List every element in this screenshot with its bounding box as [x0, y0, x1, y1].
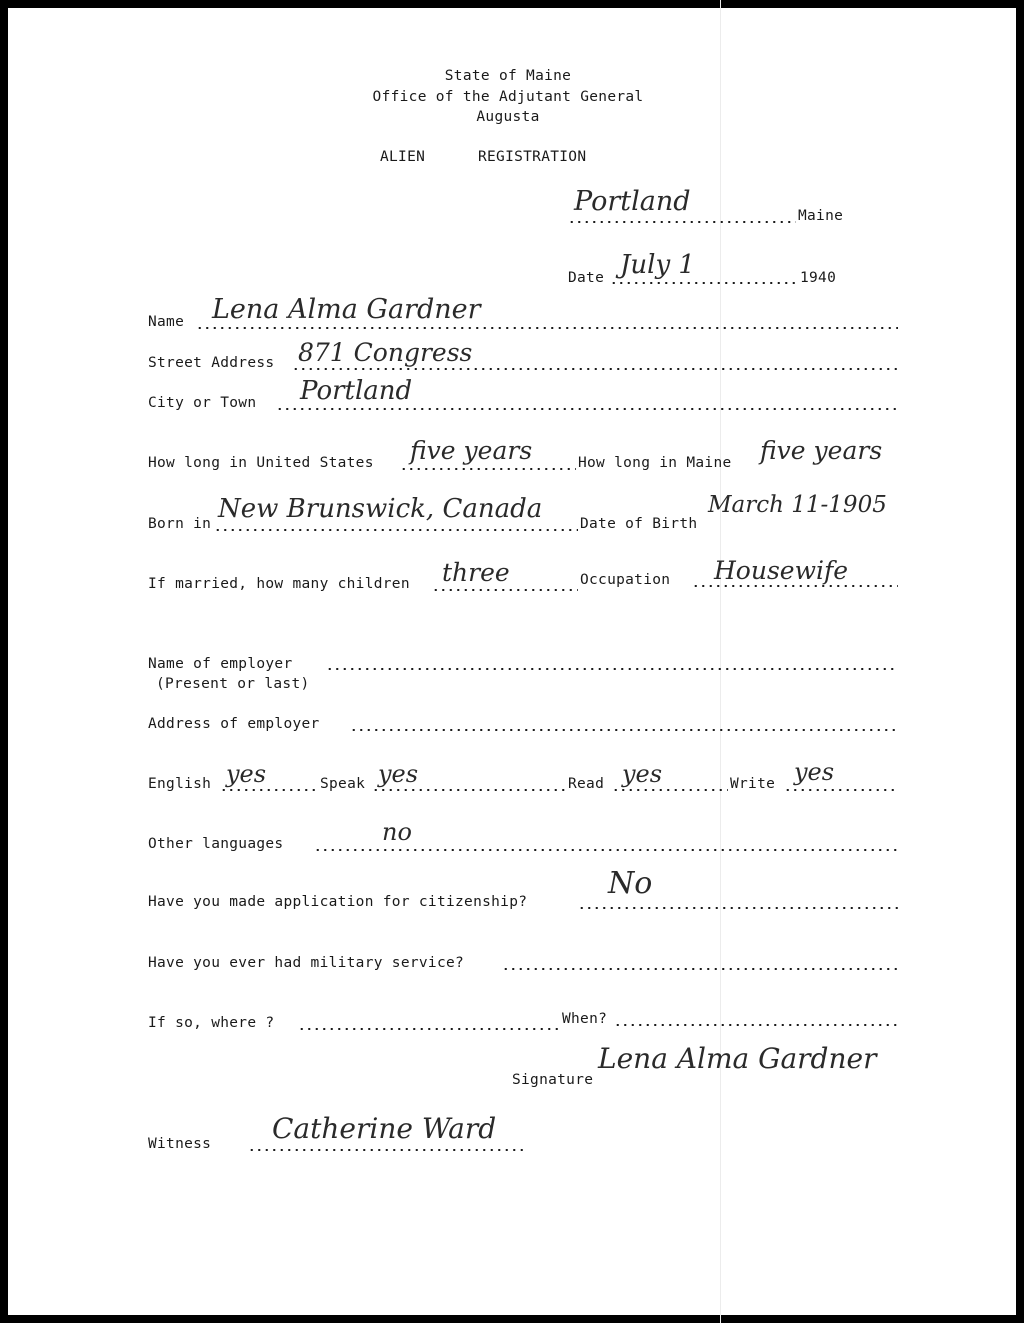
born-handwritten: New Brunswick, Canada — [218, 494, 543, 524]
when-dotted-line — [614, 1024, 898, 1026]
citizenship-label: Have you made application for citizenship? — [148, 894, 528, 910]
dob-handwritten: March 11-1905 — [708, 492, 887, 518]
witness-handwritten: Catherine Ward — [272, 1112, 497, 1145]
children-label: If married, how many children — [148, 576, 410, 592]
how-long-maine-label: How long in Maine — [578, 455, 732, 471]
scan-border-left — [0, 0, 8, 1323]
form-title-alien: ALIEN — [380, 149, 426, 165]
street-dotted-line — [292, 368, 898, 370]
occupation-dotted-line — [692, 585, 898, 587]
where-label: If so, where ? — [148, 1015, 275, 1031]
name-dotted-line — [196, 327, 898, 329]
city-label: City or Town — [148, 395, 257, 411]
children-dotted-line — [432, 589, 578, 591]
how-long-maine-handwritten: five years — [760, 436, 883, 465]
read-dotted-line — [612, 789, 728, 791]
scan-border-bottom — [0, 1315, 1024, 1323]
english-label: English — [148, 776, 212, 792]
read-label: Read — [568, 776, 605, 792]
form-title-registration: REGISTRATION — [478, 149, 587, 165]
scan-border-top — [0, 0, 1024, 8]
english-handwritten: yes — [226, 760, 267, 788]
header-city: Augusta — [476, 109, 540, 125]
employer-label: Name of employer — [148, 656, 293, 672]
scan-border-right — [1016, 0, 1024, 1323]
speak-dotted-line — [372, 789, 566, 791]
place-state-label: Maine — [798, 208, 844, 224]
employer-sublabel: (Present or last) — [156, 676, 310, 692]
witness-dotted-line — [248, 1149, 524, 1151]
other-languages-dotted-line — [314, 849, 898, 851]
children-handwritten: three — [442, 558, 510, 587]
write-label: Write — [730, 776, 776, 792]
citizenship-handwritten: No — [608, 866, 653, 901]
paper-fold-line — [720, 0, 721, 1323]
where-dotted-line — [298, 1028, 560, 1030]
military-label: Have you ever had military service? — [148, 955, 465, 971]
place-handwritten: Portland — [574, 186, 691, 217]
born-label: Born in — [148, 516, 212, 532]
when-label: When? — [562, 1011, 608, 1027]
signature-handwritten: Lena Alma Gardner — [598, 1042, 877, 1075]
dob-label: Date of Birth — [580, 516, 698, 532]
employer-address-dotted-line — [350, 729, 898, 731]
witness-label: Witness — [148, 1136, 212, 1152]
how-long-us-handwritten: five years — [410, 436, 533, 465]
speak-handwritten: yes — [378, 760, 419, 788]
place-dotted-line — [568, 221, 796, 223]
signature-label: Signature — [512, 1072, 594, 1088]
occupation-handwritten: Housewife — [714, 556, 849, 585]
how-long-us-label: How long in United States — [148, 455, 374, 471]
how-long-us-dotted-line — [400, 468, 576, 470]
employer-dotted-line — [326, 668, 898, 670]
read-handwritten: yes — [622, 760, 663, 788]
employer-address-label: Address of employer — [148, 716, 320, 732]
citizenship-dotted-line — [578, 907, 898, 909]
city-dotted-line — [276, 408, 898, 410]
write-handwritten: yes — [794, 758, 835, 786]
date-label: Date — [568, 270, 605, 286]
street-label: Street Address — [148, 355, 275, 371]
name-handwritten: Lena Alma Gardner — [212, 294, 481, 325]
english-dotted-line — [220, 789, 318, 791]
other-languages-handwritten: no — [382, 818, 412, 846]
speak-label: Speak — [320, 776, 366, 792]
city-handwritten: Portland — [300, 376, 413, 406]
street-handwritten: 871 Congress — [298, 338, 473, 367]
other-languages-label: Other languages — [148, 836, 284, 852]
date-dotted-line — [610, 282, 798, 284]
military-dotted-line — [502, 968, 898, 970]
write-dotted-line — [784, 789, 898, 791]
born-dotted-line — [214, 529, 578, 531]
name-label: Name — [148, 314, 185, 330]
header-office: Office of the Adjutant General — [372, 89, 644, 105]
header-state: State of Maine — [444, 68, 572, 84]
date-handwritten: July 1 — [620, 250, 695, 280]
date-year: 1940 — [800, 270, 837, 286]
occupation-label: Occupation — [580, 572, 671, 588]
